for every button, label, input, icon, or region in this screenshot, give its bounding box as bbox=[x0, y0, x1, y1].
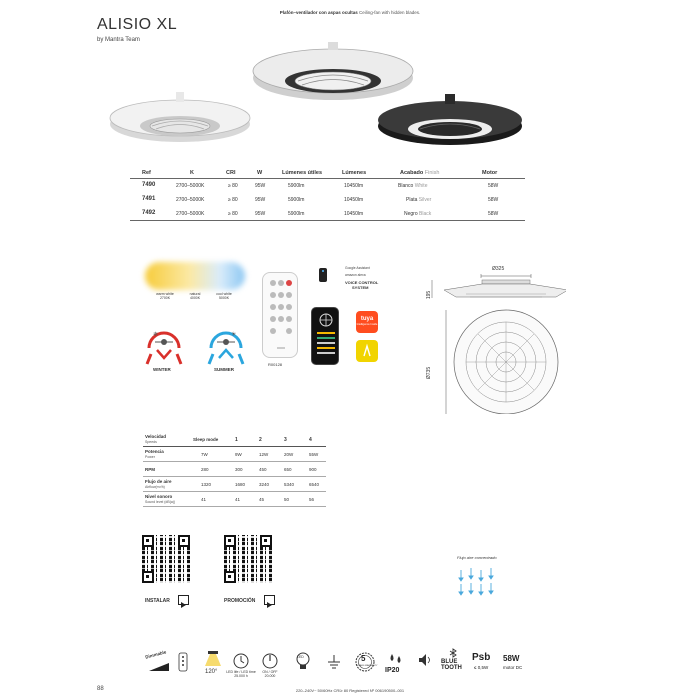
led-life-icon bbox=[232, 652, 250, 670]
airflow-arrows-icon bbox=[455, 566, 505, 600]
led-life-label: LED life / LED time 25.000 h bbox=[226, 670, 256, 678]
voice-control-line2: SYSTEM bbox=[352, 285, 369, 290]
qr-corner bbox=[142, 571, 154, 583]
temp-warm-label: warm white bbox=[156, 292, 174, 296]
header-w: W bbox=[257, 170, 263, 176]
smartphone-image bbox=[311, 307, 339, 365]
water-drops-icon bbox=[388, 652, 404, 666]
speed-cell: 55W bbox=[309, 452, 319, 457]
alexa-label: amazon alexa bbox=[345, 273, 366, 277]
header-finish-es: Acabado bbox=[400, 170, 424, 176]
standby-power-value: ≤ 0,5W bbox=[474, 665, 489, 670]
speed-cell: 41 bbox=[235, 497, 241, 502]
cell-cri: ≥ 80 bbox=[228, 197, 238, 203]
speed-row-sub: Sound level (dB(a)) bbox=[145, 500, 176, 504]
summer-mode-icon bbox=[205, 328, 247, 366]
bluetooth-label-1: BLUE bbox=[441, 659, 458, 665]
cell-w: 95W bbox=[255, 211, 266, 217]
color-temperature-gradient bbox=[145, 262, 245, 290]
speed-head-sleep: Sleep mode bbox=[193, 437, 219, 442]
fan-silver-image bbox=[253, 42, 413, 100]
header-lumens: Lúmenes bbox=[342, 170, 367, 176]
airflow-label: Flujo aire concentrado bbox=[457, 555, 497, 560]
speed-cell: 450 bbox=[259, 467, 267, 472]
speed-cell: 1680 bbox=[235, 482, 246, 487]
qr-promo-code[interactable] bbox=[224, 535, 272, 583]
dim-height: 195 bbox=[426, 290, 433, 300]
onoff-label: ON / OFF 20.000 bbox=[262, 670, 278, 678]
speed-head-2: 2 bbox=[259, 437, 262, 443]
spec-row bbox=[130, 207, 525, 221]
remote-control-image bbox=[262, 272, 298, 358]
qr-corner bbox=[224, 535, 236, 547]
speed-table bbox=[143, 432, 326, 507]
fan-product-images bbox=[100, 40, 525, 155]
speed-head-3: 3 bbox=[284, 437, 287, 443]
qr-corner bbox=[142, 535, 154, 547]
speed-cell: 20W bbox=[284, 452, 294, 457]
speed-row-sub: Power bbox=[145, 455, 155, 459]
cell-k: 2700–5000K bbox=[176, 197, 205, 203]
speed-row-sub: Airflow(m³/h) bbox=[145, 485, 165, 489]
remote-buttons-icon bbox=[263, 273, 299, 359]
cell-k: 2700–5000K bbox=[176, 183, 205, 189]
speed-row-label: Flujo de aire bbox=[145, 479, 172, 484]
page-number: 88 bbox=[97, 686, 104, 692]
temp-warm bbox=[150, 292, 180, 300]
standby-power-label: Psb bbox=[472, 652, 491, 663]
cell-finish-es: Blanco bbox=[398, 183, 414, 189]
speed-row bbox=[143, 462, 326, 477]
onoff-cycles-icon bbox=[261, 652, 279, 670]
cell-lumens-useful: 5900lm bbox=[288, 197, 305, 203]
speed-cell: 9W bbox=[235, 452, 242, 457]
summer-label: SUMMER bbox=[214, 367, 234, 372]
qr-corner bbox=[178, 535, 190, 547]
cell-motor: 58W bbox=[488, 211, 499, 217]
qr-install-label: INSTALAR bbox=[145, 598, 170, 604]
earth-ground-icon bbox=[326, 654, 342, 670]
cell-ref: 7492 bbox=[142, 210, 156, 216]
cell-motor: 58W bbox=[488, 197, 499, 203]
alexa-app-icon bbox=[356, 340, 378, 362]
header-cri: CRI bbox=[226, 170, 236, 176]
speed-cell: 900 bbox=[309, 467, 317, 472]
speed-cell: 300 bbox=[235, 467, 243, 472]
bluetooth-icon bbox=[447, 648, 459, 658]
tuya-sub: Intelligence Inside bbox=[356, 323, 378, 326]
product-subtitle: by Mantra Team bbox=[97, 37, 140, 43]
speed-row bbox=[143, 492, 326, 507]
cell-finish-en: White bbox=[414, 183, 428, 189]
cell-cri: ≥ 80 bbox=[228, 211, 238, 217]
footer-text: 220–240V~ 50/60Hz CRI≥ 80 Registered Nº 006190500–001 bbox=[295, 688, 405, 693]
caption-bold: Plafón–ventilador con aspas ocultas bbox=[279, 10, 358, 15]
led-label: LED bbox=[297, 655, 304, 659]
dimmable-label: Dimmable bbox=[144, 649, 167, 660]
cell-finish-es: Negro bbox=[404, 211, 418, 217]
cell-finish bbox=[406, 197, 431, 203]
play-icon bbox=[265, 601, 274, 609]
caption-rest: Ceiling-fan with hidden blades. bbox=[357, 10, 421, 15]
speed-cell: 1320 bbox=[201, 482, 212, 487]
sound-icon bbox=[417, 652, 433, 668]
speed-table-header bbox=[143, 432, 326, 447]
temp-natural bbox=[180, 292, 210, 300]
temp-warm-value: 2700K bbox=[159, 296, 171, 300]
ip-rating: IP20 bbox=[385, 667, 400, 674]
remote-code: R00128 bbox=[268, 362, 283, 367]
speed-cell: 41 bbox=[201, 497, 207, 502]
speed-head-label: Velocidad bbox=[145, 434, 167, 439]
cell-finish-en: Black bbox=[419, 211, 432, 217]
qr-install-code[interactable] bbox=[142, 535, 190, 583]
header-finish bbox=[400, 170, 439, 176]
alexa-ring-icon bbox=[356, 340, 378, 362]
cell-ref: 7491 bbox=[142, 196, 156, 202]
qr-corner bbox=[224, 571, 236, 583]
install-video-icon bbox=[178, 595, 189, 605]
svg-text:☀: ☀ bbox=[231, 332, 237, 338]
play-icon bbox=[179, 601, 188, 609]
cell-lumens: 10450lm bbox=[344, 183, 364, 189]
winter-mode-icon bbox=[143, 328, 185, 366]
speed-head-4: 4 bbox=[309, 437, 312, 443]
dim-diameter-main: Ø735 bbox=[426, 366, 433, 380]
remote-small-icon bbox=[176, 652, 192, 672]
tuya-logo bbox=[356, 311, 378, 333]
temp-natural-value: 4000K bbox=[189, 296, 201, 300]
dimension-drawing bbox=[426, 264, 566, 414]
cell-lumens-useful: 5900lm bbox=[288, 183, 305, 189]
speed-cell: 12W bbox=[259, 452, 269, 457]
cell-w: 95W bbox=[255, 183, 266, 189]
fan-white-image bbox=[110, 92, 250, 142]
svg-text:❄: ❄ bbox=[153, 332, 159, 338]
tuya-brand: tuya bbox=[360, 316, 374, 322]
warranty-caption: YEARS WARRANTY bbox=[357, 665, 378, 667]
cell-lumens-useful: 5900lm bbox=[288, 211, 305, 217]
warranty-years: 5 bbox=[361, 654, 366, 663]
speed-cell: 650 bbox=[284, 467, 292, 472]
speed-row-label: Nivel sonoro bbox=[145, 494, 173, 499]
cell-cri: ≥ 80 bbox=[228, 183, 238, 189]
cell-finish-en: Silver bbox=[418, 197, 432, 203]
temp-cool bbox=[209, 292, 239, 300]
spec-row bbox=[130, 193, 525, 207]
dim-diameter-top: Ø325 bbox=[492, 266, 505, 272]
header-motor: Motor bbox=[482, 170, 498, 176]
speed-cell: 50 bbox=[284, 497, 290, 502]
spec-table bbox=[130, 166, 525, 221]
winter-label: WINTER bbox=[153, 367, 171, 372]
speed-head-1: 1 bbox=[235, 437, 238, 443]
cell-finish-es: Plata bbox=[406, 197, 418, 203]
speed-row bbox=[143, 477, 326, 492]
speed-cell: 45 bbox=[259, 497, 265, 502]
motor-type: motor DC bbox=[503, 665, 523, 670]
fan-black-image bbox=[378, 94, 522, 145]
motor-power: 58W bbox=[503, 654, 520, 663]
app-screen-icon bbox=[312, 308, 340, 366]
spec-row bbox=[130, 179, 525, 193]
qr-corner bbox=[260, 535, 272, 547]
product-title: ALISIO XL bbox=[97, 16, 178, 33]
cell-finish bbox=[404, 211, 431, 217]
cell-finish bbox=[398, 183, 427, 189]
speed-cell: 7W bbox=[201, 452, 208, 457]
cell-lumens: 10450lm bbox=[344, 197, 364, 203]
spec-table-header bbox=[130, 166, 525, 179]
qr-promo-label: PROMOCIÓN bbox=[224, 598, 256, 604]
cell-motor: 58W bbox=[488, 183, 499, 189]
header-ref: Ref bbox=[142, 170, 151, 176]
speed-cell: 3240 bbox=[259, 482, 270, 487]
temp-natural-label: natural bbox=[189, 292, 201, 296]
speed-cell: 5340 bbox=[284, 482, 295, 487]
header-lumens-useful: Lúmenes útiles bbox=[282, 170, 323, 176]
dimmable-icon bbox=[148, 662, 170, 672]
cell-w: 95W bbox=[255, 197, 266, 203]
speed-cell: 6540 bbox=[309, 482, 320, 487]
speed-head-sub: Speeds bbox=[145, 440, 157, 444]
temp-cool-value: 5000K bbox=[218, 296, 230, 300]
temp-cool-label: cool white bbox=[216, 292, 232, 296]
speed-cell: 280 bbox=[201, 467, 209, 472]
speed-row-label: Potencia bbox=[145, 449, 164, 454]
cell-ref: 7490 bbox=[142, 182, 156, 188]
google-assistant-label: Google Assistant bbox=[345, 266, 370, 270]
smart-speaker-icon bbox=[316, 266, 330, 284]
voice-control-line1: VOICE CONTROL bbox=[345, 280, 379, 285]
speed-row bbox=[143, 447, 326, 462]
speed-cell: 56 bbox=[309, 497, 315, 502]
cell-lumens: 10450lm bbox=[344, 211, 364, 217]
header-caption bbox=[0, 10, 700, 15]
header-k: K bbox=[190, 170, 194, 176]
header-finish-en: Finish bbox=[424, 170, 440, 176]
cell-k: 2700–5000K bbox=[176, 211, 205, 217]
beam-angle-icon bbox=[204, 650, 222, 668]
bluetooth-label-2: TOOTH bbox=[441, 665, 462, 671]
promo-video-icon bbox=[264, 595, 275, 605]
beam-angle-label: 120° bbox=[205, 669, 218, 675]
speed-row-label: RPM bbox=[145, 467, 155, 472]
